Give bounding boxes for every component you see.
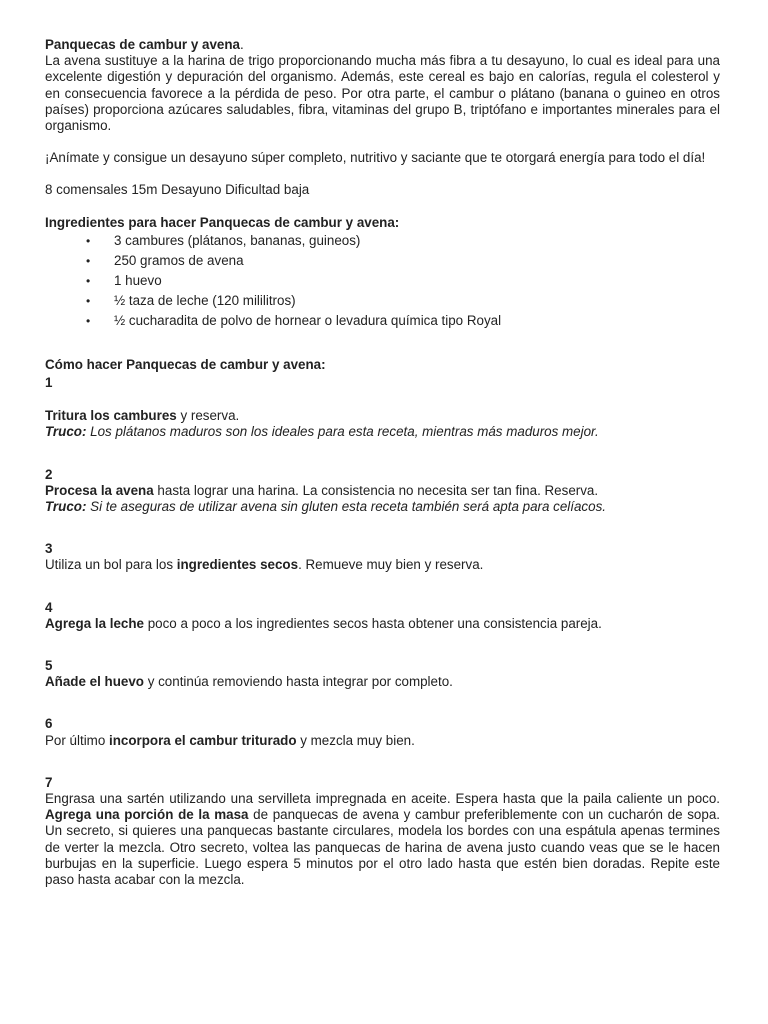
ingredient-text: 1 huevo [114,272,162,288]
step-5 [45,658,720,690]
step-2 [45,467,720,516]
step-number: 2 [45,466,53,482]
step-number: 6 [45,716,53,732]
step-pre: Engrasa una sartén utilizando una servilleta impregnada en aceite. Espera hasta que la paila caliente un poco. [45,791,720,807]
bullet-icon: • [86,273,91,288]
step-post: poco a poco a los ingredientes secos hasta obtener una consistencia pareja. [144,615,602,631]
ingredient-text: ½ cucharadita de polvo de hornear o levadura química tipo Royal [114,312,502,328]
step-tip [45,499,720,515]
step-pre: Utiliza un bol para los [45,557,177,573]
step-7 [45,775,720,888]
step-text [45,616,720,632]
step-number: 7 [45,774,53,790]
encouragement-paragraph: ¡Anímate y consigue un desayuno súper completo, nutritivo y saciante que te otorgará energía para todo el día! [45,150,706,166]
step-text [45,791,720,888]
step-6 [45,716,720,748]
step-post: y mezcla muy bien. [296,732,415,748]
ingredient-text: 3 cambures (plátanos, bananas, guineos) [114,232,361,248]
step-1 [45,375,720,441]
step-tip [45,424,720,440]
step-post: . Remueve muy bien y reserva. [298,557,484,573]
ingredient-text: 250 gramos de avena [114,252,244,268]
ingredient-item [45,311,720,331]
step-number: 5 [45,658,53,674]
step-action: Agrega una porción de la masa [45,807,249,823]
step-action: Agrega la leche [45,615,144,631]
recipe-title-line [45,37,720,53]
step-text [45,483,720,499]
step-text [45,733,720,749]
step-action: Tritura los cambures [45,408,177,424]
tip-text: Los plátanos maduros son los ideales para esta receta, mientras más maduros mejor. [86,424,599,440]
title-period: . [240,37,244,52]
step-post: y continúa removiendo hasta integrar por completo. [143,674,453,690]
ingredient-item [45,251,720,271]
step-action: incorpora el cambur triturado [109,732,297,748]
bullet-icon: • [86,293,91,308]
step-action: Procesa la avena [45,482,154,498]
step-action: Añade el huevo [45,674,144,690]
bullet-icon: • [86,233,91,248]
tip-label: Truco: [45,499,87,515]
ingredient-item [45,231,720,251]
ingredients-heading: Ingredientes para hacer Panquecas de cambur y avena: [45,214,400,230]
recipe-meta: 8 comensales 15m Desayuno Dificultad baja [45,182,310,198]
steps-heading: Cómo hacer Panquecas de cambur y avena: [45,356,326,372]
step-number: 4 [45,599,53,615]
step-text [45,408,720,424]
step-number: 1 [45,375,53,391]
step-pre: Por último [45,732,109,748]
ingredients-list [45,231,720,331]
step-rest: hasta lograr una harina. La consistencia no necesita ser tan fina. Reserva. [153,482,599,498]
ingredient-item [45,291,720,311]
step-number: 3 [45,541,53,557]
ingredient-text: ½ taza de leche (120 mililitros) [114,292,296,308]
tip-text: Si te aseguras de utilizar avena sin gluten esta receta también será apta para celíacos. [86,499,606,515]
recipe-title: Panquecas de cambur y avena [45,37,241,52]
bullet-icon: • [86,253,91,268]
step-4 [45,600,720,632]
recipe-document [45,37,720,888]
bullet-icon: • [86,313,91,328]
intro-paragraph: La avena sustituye a la harina de trigo proporcionando mucha más fibra a tu desayuno, lo cual es ideal para una excelente digestión y depuración del organismo. Además, este cereal es bajo en calorías, regula el colesterol y en consecuencia favorece a la pérdida de peso. Por otra parte, el cambur o plátano (banana o guineo en otros países) proporciona azúcares saludables, fibra, vitaminas del grupo B, triptófano e importantes minerales para el organismo. [45,53,720,134]
step-text [45,674,720,690]
tip-label: Truco: [45,424,87,440]
step-text [45,557,720,573]
step-action: ingredientes secos [176,557,299,573]
step-rest: y reserva. [176,408,240,424]
step-post: de panquecas de avena y cambur preferiblemente con un cucharón de sopa. Un secreto, si quieres una panquecas bastante circulares, modela los bordes con una espátula apenas termines de verter la mezcla. Otro secreto, voltea las panquecas de harina de avena justo cuando veas que se le hacen burbujas en la superficie. Luego espera 5 minutos por el otro lado hasta que estén bien doradas. Repite este paso hasta acabar con la mezcla. [45,807,720,888]
ingredient-item [45,271,720,291]
step-3 [45,541,720,573]
